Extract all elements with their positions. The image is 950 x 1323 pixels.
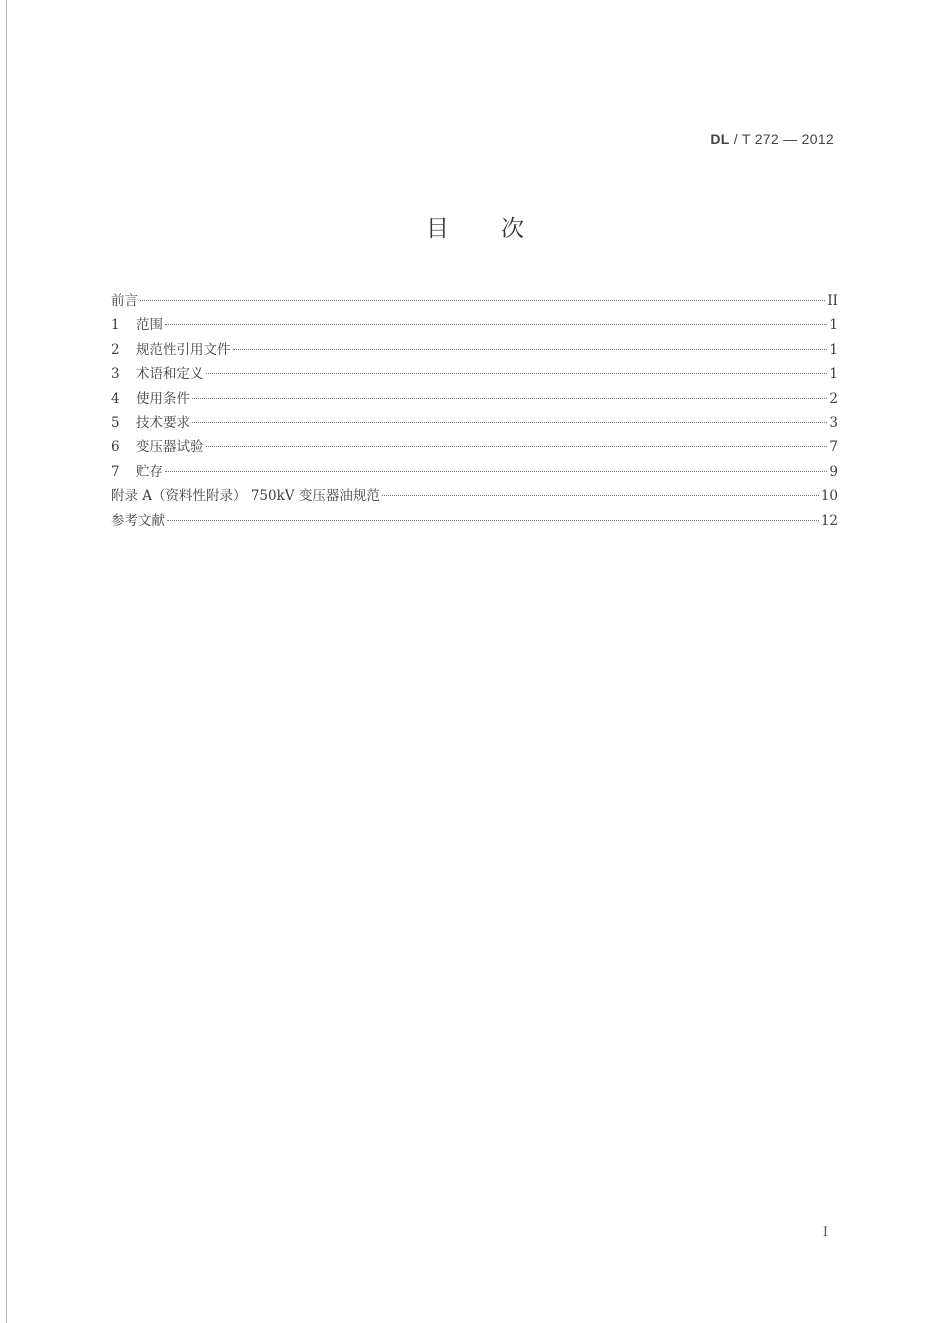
toc-entry-label: 变压器试验 (136, 439, 204, 456)
toc-entry-number: 7 (111, 463, 120, 480)
toc-leader-dots (165, 471, 827, 472)
toc-title: 目次 (426, 216, 576, 242)
toc-entry-transformer-tests[interactable] (111, 435, 838, 459)
toc-leader-dots (206, 373, 828, 374)
toc-entry-scope[interactable] (111, 313, 838, 337)
toc-entry-appendix-a[interactable] (111, 484, 838, 508)
toc-leader-dots (192, 398, 827, 399)
document-code (710, 131, 834, 147)
toc-entry-terms-definitions[interactable] (111, 362, 838, 386)
toc-entry-page: 9 (829, 463, 838, 480)
toc-entry-number: 3 (111, 366, 120, 383)
toc-entry-page: 1 (829, 366, 838, 383)
toc-leader-dots (382, 495, 819, 496)
toc-entry-number: 4 (111, 390, 120, 407)
table-of-contents (111, 289, 838, 533)
toc-entry-page: 10 (820, 488, 838, 505)
toc-leader-dots (140, 300, 825, 301)
toc-entry-number: 2 (111, 341, 120, 358)
toc-entry-normative-references[interactable] (111, 338, 838, 362)
toc-entry-bibliography[interactable] (111, 509, 838, 533)
toc-leader-dots (192, 422, 827, 423)
toc-entry-number: 6 (111, 439, 120, 456)
toc-entry-page: 12 (820, 512, 838, 529)
toc-entry-label: 技术要求 (136, 414, 190, 431)
toc-entry-page: 1 (829, 341, 838, 358)
toc-entry-page: 3 (829, 414, 838, 431)
toc-entry-label: 规范性引用文件 (136, 341, 231, 358)
document-code-number: / T 272 — 2012 (729, 131, 834, 147)
toc-leader-dots (233, 349, 828, 350)
toc-entry-page: 7 (829, 439, 838, 456)
toc-leader-dots (206, 446, 828, 447)
toc-entry-number: 1 (111, 317, 120, 334)
toc-entry-label: 范围 (136, 317, 163, 334)
toc-entry-storage[interactable] (111, 460, 838, 484)
toc-entry-label: 参考文献 (111, 512, 165, 529)
toc-entry-label: 前言 (111, 293, 138, 309)
page-edge-line (6, 0, 7, 1323)
toc-entry-page: II (827, 293, 838, 309)
toc-entry-page: 1 (829, 317, 838, 334)
toc-entry-label: 附录 A（资料性附录） 750kV 变压器油规范 (111, 488, 380, 505)
toc-leader-dots (165, 324, 827, 325)
toc-entry-page: 2 (829, 390, 838, 407)
toc-entry-service-conditions[interactable] (111, 387, 838, 411)
toc-entry-technical-requirements[interactable] (111, 411, 838, 435)
toc-entry-number: 5 (111, 414, 120, 431)
toc-entry-label: 使用条件 (136, 390, 190, 407)
toc-entry-label: 贮存 (136, 463, 163, 480)
page-number: I (822, 1225, 828, 1240)
toc-entry-foreword[interactable] (111, 289, 838, 313)
document-code-prefix: DL (710, 131, 730, 147)
toc-leader-dots (167, 520, 819, 521)
toc-entry-label: 术语和定义 (136, 366, 204, 383)
